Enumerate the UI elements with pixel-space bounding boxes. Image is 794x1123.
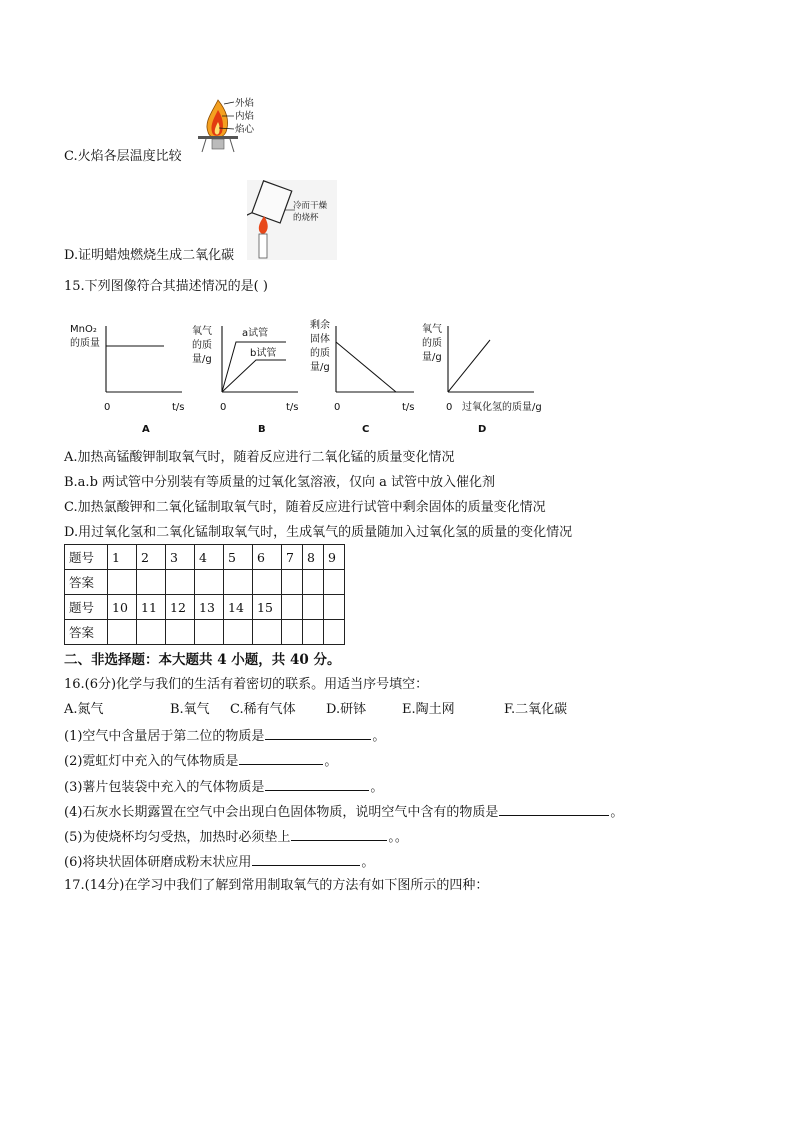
graph-b-ylabel-2: 的质 xyxy=(192,340,212,351)
q16-item-1: (1)空气中含量居于第二位的物质是 。 xyxy=(64,726,385,746)
q16-item-4: (4)石灰水长期露置在空气中会出现白色固体物质，说明空气中含有的物质是 。 xyxy=(64,802,623,822)
graph-b-series-b-label: b试管 xyxy=(250,348,277,359)
graph-a-xlabel: t/s xyxy=(172,402,185,413)
graph-c-ylabel-1: 剩余 xyxy=(310,320,330,331)
candle-beaker-figure xyxy=(247,180,337,260)
q16-item-5: (5)为使烧杯均匀受热，加热时必须垫上 。。 xyxy=(64,827,408,847)
graph-b-ylabel-3: 量/g xyxy=(192,354,212,365)
graph-c-origin: 0 xyxy=(334,402,341,413)
graph-c xyxy=(310,318,415,435)
q16-choices xyxy=(64,701,624,719)
graph-b-ylabel-1: 氧气 xyxy=(192,326,212,337)
graph-c-ylabel-4: 量/g xyxy=(310,362,330,373)
graph-c-xlabel: t/s xyxy=(402,402,415,413)
table-cell: 3 xyxy=(166,545,195,570)
q15-stem: 15.下列图像符合其描述情况的是( ) xyxy=(64,279,268,294)
q15-option-c: C.加热氯酸钾和二氧化锰制取氧气时，随着反应进行试管中剩余固体的质量变化情况 xyxy=(64,500,546,515)
table-cell xyxy=(282,595,303,620)
q16-choice-e: E.陶土网 xyxy=(402,702,455,717)
answer-cell[interactable] xyxy=(224,570,253,595)
table-row xyxy=(65,595,345,620)
graph-a-ylabel-1: MnO₂ xyxy=(70,324,97,335)
graph-a xyxy=(70,324,185,435)
section-2-title: 二、非选择题：本大题共 4 小题，共 40 分。 xyxy=(64,652,341,668)
graph-b-series-b xyxy=(222,360,286,392)
table-cell: 11 xyxy=(137,595,166,620)
q15-option-a: A.加热高锰酸钾制取氧气时，随着反应进行二氧化锰的质量变化情况 xyxy=(64,450,455,465)
graph-c-line xyxy=(336,342,396,392)
q16-stem: 16.(6分)化学与我们的生活有着密切的联系。用适当序号填空： xyxy=(64,677,429,692)
answer-cell[interactable] xyxy=(195,620,224,645)
answer-blank[interactable] xyxy=(265,777,369,791)
answer-cell[interactable] xyxy=(166,570,195,595)
answer-cell[interactable] xyxy=(303,570,324,595)
answer-cell[interactable] xyxy=(253,620,282,645)
answer-blank[interactable] xyxy=(252,852,360,866)
q16-item-6: (6)将块状固体研磨成粉末状应用 。 xyxy=(64,852,374,872)
item-d-label: D.证明蜡烛燃烧生成二氧化碳 xyxy=(64,248,235,263)
table-cell: 9 xyxy=(324,545,345,570)
graph-c-ylabel-3: 的质 xyxy=(310,348,330,359)
graph-c-letter: C xyxy=(362,424,370,435)
table-row xyxy=(65,620,345,645)
table-header-cell: 题号 xyxy=(65,545,108,570)
answer-cell[interactable] xyxy=(166,620,195,645)
q16-choice-f: F.二氧化碳 xyxy=(504,702,568,717)
table-header-cell: 题号 xyxy=(65,595,108,620)
table-cell: 14 xyxy=(224,595,253,620)
flame-layers-figure xyxy=(192,92,272,158)
answer-cell[interactable] xyxy=(108,620,137,645)
table-cell: 7 xyxy=(282,545,303,570)
graph-b-letter: B xyxy=(258,424,266,435)
graph-a-letter: A xyxy=(142,424,150,435)
graph-d-ylabel-1: 氧气 xyxy=(422,324,442,335)
flame-label-core: 焰心 xyxy=(235,124,255,135)
answer-table xyxy=(64,544,345,645)
answer-blank[interactable] xyxy=(499,802,609,816)
q15-option-d: D.用过氧化氢和二氧化锰制取氧气时，生成氧气的质量随加入过氧化氢的质量的变化情况 xyxy=(64,525,573,540)
answer-cell[interactable] xyxy=(253,570,282,595)
table-row xyxy=(65,570,345,595)
table-cell: 1 xyxy=(108,545,137,570)
answer-cell[interactable] xyxy=(108,570,137,595)
answer-blank[interactable] xyxy=(239,751,323,765)
table-cell: 8 xyxy=(303,545,324,570)
answer-cell[interactable] xyxy=(282,620,303,645)
table-cell: 15 xyxy=(253,595,282,620)
flame-label-outer: 外焰 xyxy=(235,98,255,109)
graph-a-ylabel-2: 的质量 xyxy=(70,338,100,349)
q16-item-3: (3)薯片包装袋中充入的气体物质是 。 xyxy=(64,777,383,797)
answer-cell[interactable] xyxy=(137,620,166,645)
answer-cell[interactable] xyxy=(195,570,224,595)
table-cell xyxy=(324,595,345,620)
q15-graphs xyxy=(64,314,584,440)
item-c-label: C.火焰各层温度比较 xyxy=(64,149,182,164)
table-cell: 2 xyxy=(137,545,166,570)
graph-b xyxy=(192,324,299,435)
answer-cell[interactable] xyxy=(282,570,303,595)
table-cell: 5 xyxy=(224,545,253,570)
q16-choice-a: A.氮气 xyxy=(64,702,104,717)
answer-cell[interactable] xyxy=(224,620,253,645)
graph-b-series-a-label: a试管 xyxy=(242,328,269,339)
graph-a-origin: 0 xyxy=(104,402,111,413)
answer-cell[interactable] xyxy=(303,620,324,645)
q17-stem: 17.(14分)在学习中我们了解到常用制取氧气的方法有如下图所示的四种： xyxy=(64,878,489,893)
q16-choice-d: D.研钵 xyxy=(326,702,367,717)
table-cell: 13 xyxy=(195,595,224,620)
q16-item-2: (2)霓虹灯中充入的气体物质是 。 xyxy=(64,751,337,771)
graph-c-ylabel-2: 固体 xyxy=(310,334,330,345)
q16-choice-c: C.稀有气体 xyxy=(230,702,296,717)
beaker-label-line2: 的烧杯 xyxy=(293,213,319,223)
table-header-cell: 答案 xyxy=(65,620,108,645)
table-cell xyxy=(303,595,324,620)
table-cell: 6 xyxy=(253,545,282,570)
answer-blank[interactable] xyxy=(265,726,371,740)
graph-d-ylabel-2: 的质 xyxy=(422,338,442,349)
graph-b-xlabel: t/s xyxy=(286,402,299,413)
graph-d-ylabel-3: 量/g xyxy=(422,352,442,363)
graph-d-xlabel: 过氧化氢的质量/g xyxy=(462,402,542,413)
answer-cell[interactable] xyxy=(324,570,345,595)
flame-label-inner: 内焰 xyxy=(235,111,255,122)
table-cell: 12 xyxy=(166,595,195,620)
beaker-label-line1: 冷而干燥 xyxy=(293,201,328,211)
table-header-cell: 答案 xyxy=(65,570,108,595)
table-cell: 10 xyxy=(108,595,137,620)
graph-d-letter: D xyxy=(478,424,487,435)
table-row xyxy=(65,545,345,570)
answer-cell[interactable] xyxy=(137,570,166,595)
graph-d-line xyxy=(448,340,490,392)
table-cell: 4 xyxy=(195,545,224,570)
graph-b-origin: 0 xyxy=(220,402,227,413)
graph-d xyxy=(422,322,542,435)
q15-option-b: B.a.b 两试管中分别装有等质量的过氧化氢溶液，仅向 a 试管中放入催化剂 xyxy=(64,475,496,490)
q16-choice-b: B.氧气 xyxy=(170,702,210,717)
answer-blank[interactable] xyxy=(291,827,387,841)
graph-d-origin: 0 xyxy=(446,402,453,413)
answer-cell[interactable] xyxy=(324,620,345,645)
